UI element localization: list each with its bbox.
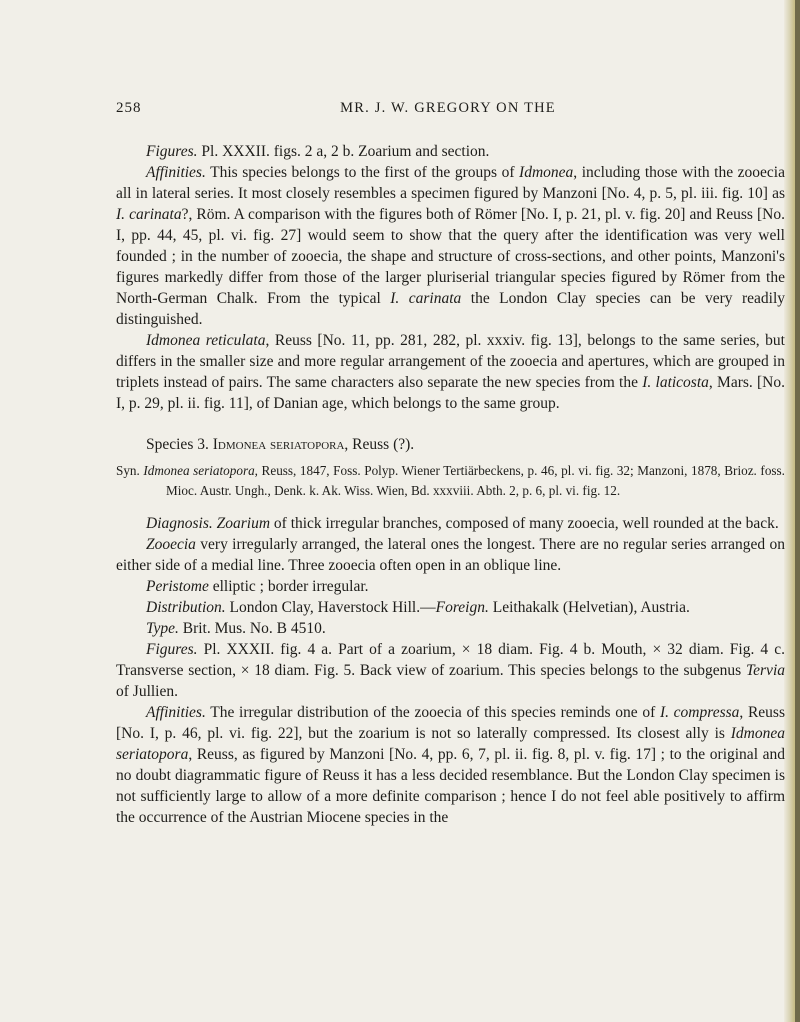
para-reticulata: Idmonea reticulata, Reuss [No. 11, pp. 281, 282, pl. xxxiv. fig. 13], belongs to the same series, but differs in the smaller size and more regular arrangement of the zooecia and apertures, which are grouped in triplets instead of pairs. The same characters also separate the new species from the I. laticosta, Mars. [No. I, p. 29, pl. ii. fig. 11], of Danian age, which belongs to the same group. bbox=[116, 332, 785, 412]
para-affinities-1: Affinities. This species belongs to the first of the groups of Idmonea, including those with the zooecia all in lateral series. It most closely resembles a specimen figured by Manzoni [No. 4, p. 5, pl. iii. fig. 10] as I. carinata?, Röm. A comparison with the figures both of Römer [No. I, p. 21, pl. v. fig. 20] and Reuss [No. I, pp. 44, 45, pl. vi. fig. 27] would seem to show that the query after the identification was very well founded ; in the number of zooecia, the shape and structure of cross-sections, and other points, Manzoni's figures markedly differ from those of the larger pluriserial triangular species figured by Römer from the North-German Chalk. From the typical I. carinata the London Clay species can be very readily distinguished. bbox=[116, 164, 785, 328]
para-figures-1: Figures. Pl. XXXII. figs. 2 a, 2 b. Zoarium and section. bbox=[146, 143, 490, 160]
para-distribution: Distribution. London Clay, Haverstock Hill.—Foreign. Leithakalk (Helvetian), Austria. bbox=[146, 599, 690, 616]
para-diagnosis: Diagnosis. Zoarium of thick irregular branches, composed of many zooecia, well rounded at the back. bbox=[146, 515, 779, 532]
page-number: 258 bbox=[116, 100, 142, 116]
para-type: Type. Brit. Mus. No. B 4510. bbox=[146, 620, 326, 637]
para-figures-2: Figures. Pl. XXXII. fig. 4 a. Part of a zoarium, × 18 diam. Fig. 4 b. Mouth, × 32 diam. Fig. 4 c. Transverse section, × 18 diam. Fig. 5. Back view of zoarium. This species belongs to the subgenus Tervia of Jullien. bbox=[116, 641, 785, 700]
running-title: MR. J. W. GREGORY ON THE bbox=[340, 100, 556, 116]
para-zooecia: Zooecia very irregularly arranged, the lateral ones the longest. There are no regular series arranged on either side of a medial line. Three zooecia often open in an oblique line. bbox=[116, 536, 785, 574]
para-affinities-2: Affinities. The irregular distribution of the zooecia of this species reminds one of I. compressa, Reuss [No. I, p. 46, pl. vi. fig. 22], but the zoarium is not so laterally compressed. Its closest ally is Idmonea seriatopora, Reuss, as figured by Manzoni [No. 4, pp. 6, 7, pl. ii. fig. 8, pl. v. fig. 17] ; to the original and no doubt diagrammatic figure of Reuss it has a less decided resemblance. But the London Clay specimen is not sufficiently large to allow of a more definite comparison ; hence I do not feel able positively to affirm the occurrence of the Austrian Miocene species in the bbox=[116, 704, 785, 826]
synonymy: Syn. Idmonea seriatopora, Reuss, 1847, Foss. Polyp. Wiener Tertiärbeckens, p. 46, pl. vi. fig. 32; Manzoni, 1878, Brioz. foss. Mioc. Austr. Ungh., Denk. k. Ak. Wiss. Wien, Bd. xxxviii. Abth. 2, p. 6, pl. vi. fig. 12. bbox=[116, 463, 785, 498]
species-heading: Species 3. Idmonea seriatopora, Reuss (?). bbox=[146, 436, 415, 453]
para-peristome: Peristome elliptic ; border irregular. bbox=[146, 578, 369, 595]
running-header bbox=[112, 100, 784, 122]
page-edge-binding bbox=[795, 0, 800, 1022]
body-text bbox=[116, 141, 785, 828]
